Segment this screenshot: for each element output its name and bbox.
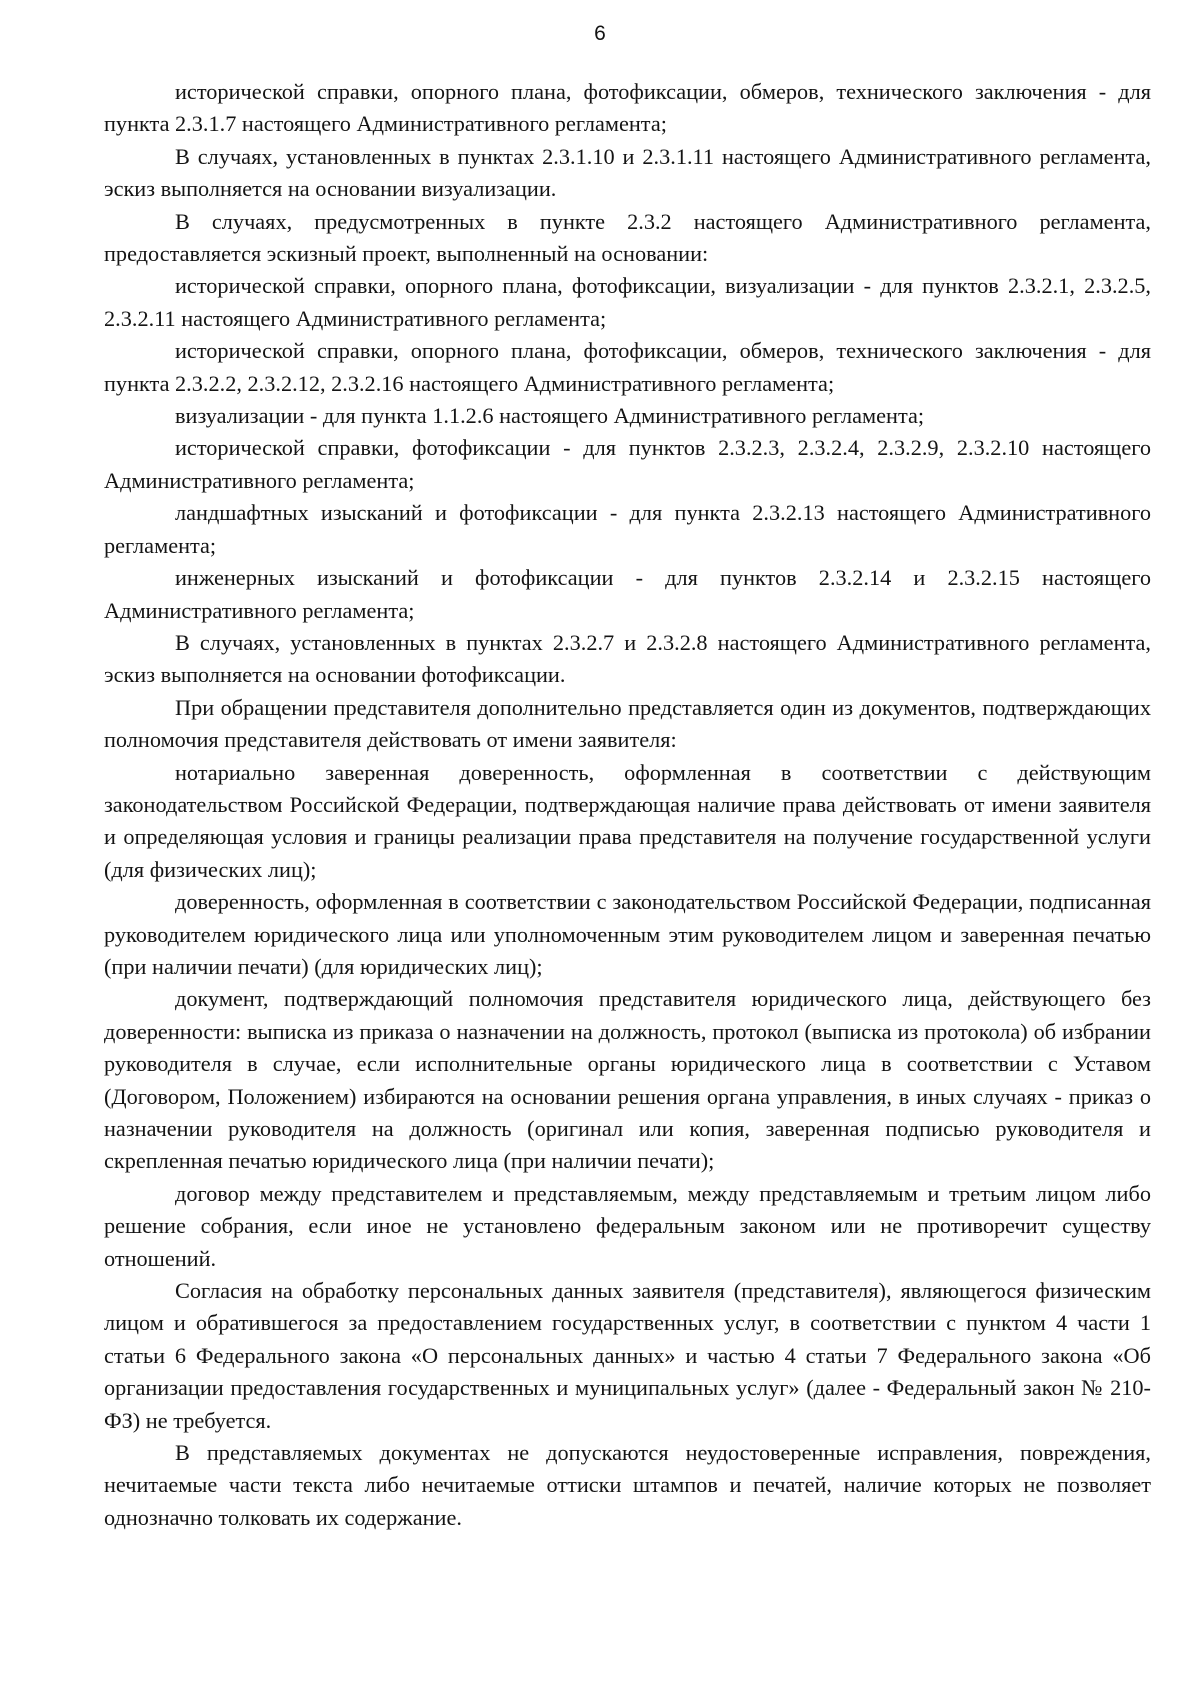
paragraph: исторической справки, опорного плана, фотофиксации, визуализации - для пунктов 2.3.2.1, 2.3.2.5, 2.3.2.11 настоящего Административного регламента;	[104, 273, 1151, 331]
paragraph: В представляемых документах не допускаются неудостоверенные исправления, повреждения, нечитаемые части текста либо нечитаемые оттиски штампов и печатей, наличие которых не позволяет однозначно толковать их содержание.	[104, 1440, 1151, 1530]
page-number: 6	[594, 22, 606, 45]
paragraph: В случаях, установленных в пунктах 2.3.2.7 и 2.3.2.8 настоящего Административного регламента, эскиз выполняется на основании фотофиксации.	[104, 629, 1151, 688]
paragraph: В случаях, установленных в пунктах 2.3.1.10 и 2.3.1.11 настоящего Административного регламента, эскиз выполняется на основании визуализации.	[104, 143, 1151, 202]
paragraph: документ, подтверждающий полномочия представителя юридического лица, действующего без доверенности: выписка из приказа о назначении на должность, протокол (выписка из протокола) об избрании руководителя в случае, если исполнительные органы юридического лица в соответствии с Уставом (Договором, Положением) избираются на основании решения органа управления, в иных случаях - приказ о назначении руководителя на должность (оригинал или копия, заверенная подписью руководителя и скрепленная печатью юридического лица (при наличии печати);	[104, 986, 1151, 1174]
paragraph: инженерных изысканий и фотофиксации - для пунктов 2.3.2.14 и 2.3.2.15 настоящего Административного регламента;	[104, 565, 1151, 623]
paragraph: ландшафтных изысканий и фотофиксации - для пункта 2.3.2.13 настоящего Административного регламента;	[104, 500, 1151, 558]
paragraph: нотариально заверенная доверенность, оформленная в соответствии с действующим законодательством Российской Федерации, подтверждающая наличие права действовать от имени заявителя и определяющая условия и границы реализации права представителя на получение государственной услуги (для физических лиц);	[104, 759, 1151, 882]
paragraph: визуализации - для пункта 1.1.2.6 настоящего Административного регламента;	[175, 403, 925, 429]
paragraph: исторической справки, фотофиксации - для пунктов 2.3.2.3, 2.3.2.4, 2.3.2.9, 2.3.2.10 настоящего Административного регламента;	[104, 435, 1151, 493]
document-body	[104, 76, 1151, 1534]
paragraph: В случаях, предусмотренных в пункте 2.3.2 настоящего Административного регламента, предоставляется эскизный проект, выполненный на основании:	[104, 208, 1151, 267]
paragraph: Согласия на обработку персональных данных заявителя (представителя), являющегося физическим лицом и обратившегося за предоставлением государственных услуг, в соответствии с пунктом 4 части 1 статьи 6 Федерального закона «О персональных данных» и частью 4 статьи 7 Федерального закона «Об организации предоставления государственных и муниципальных услуг» (далее - Федеральный закон № 210-ФЗ) не требуется.	[104, 1278, 1151, 1433]
paragraph: исторической справки, опорного плана, фотофиксации, обмеров, технического заключения - для пункта 2.3.1.7 настоящего Административного регламента;	[104, 79, 1151, 137]
paragraph: При обращении представителя дополнительно представляется один из документов, подтверждающих полномочия представителя действовать от имени заявителя:	[104, 694, 1151, 753]
paragraph: доверенность, оформленная в соответствии с законодательством Российской Федерации, подписанная руководителем юридического лица или уполномоченным этим руководителем лицом и заверенная печатью (при наличии печати) (для юридических лиц);	[104, 889, 1151, 979]
paragraph: исторической справки, опорного плана, фотофиксации, обмеров, технического заключения - для пункта 2.3.2.2, 2.3.2.12, 2.3.2.16 настоящего Административного регламента;	[104, 338, 1151, 396]
paragraph: договор между представителем и представляемым, между представляемым и третьим лицом либо решение собрания, если иное не установлено федеральным законом или не противоречит существу отношений.	[104, 1180, 1151, 1271]
